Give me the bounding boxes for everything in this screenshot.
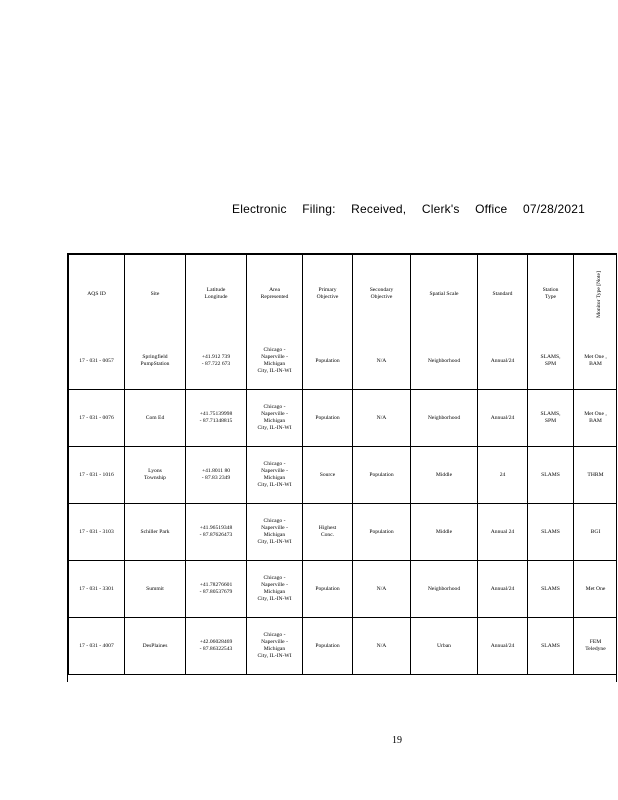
monitoring-sites-table xyxy=(67,253,617,682)
cell-aqs-id: 17 - 031 - 3301 xyxy=(69,561,125,618)
cell-area: Chicago - Naperville - Michigan City, IL-IN-WI xyxy=(247,333,303,390)
table-row xyxy=(69,390,618,447)
cell-spatial-scale: Neighborhood xyxy=(411,561,478,618)
header-primary-objective: Primary Objective xyxy=(303,255,353,334)
table-row xyxy=(69,447,618,504)
cell-latlong: +42.06028469 - 87.86322543 xyxy=(186,618,247,675)
table-header-row xyxy=(69,255,618,334)
cell-monitor-type: BGI xyxy=(574,504,618,561)
cell-primary-objective: Population xyxy=(303,561,353,618)
cell-site: Schiller Park xyxy=(125,504,186,561)
cell-latlong: +41.912 739 - 87.722 673 xyxy=(186,333,247,390)
table-row xyxy=(69,333,618,390)
header-latlong: Latitude Longitude xyxy=(186,255,247,334)
header-station-type: Station Type xyxy=(528,255,574,334)
cell-primary-objective: Source xyxy=(303,447,353,504)
cell-site: Springfield PumpStation xyxy=(125,333,186,390)
cell-station-type: SLAMS, SPM xyxy=(528,333,574,390)
cell-latlong: +41.75139998 - 87.71348815 xyxy=(186,390,247,447)
cell-secondary-objective: Population xyxy=(353,447,411,504)
cell-aqs-id: 17 - 031 - 4007 xyxy=(69,618,125,675)
cell-monitor-type: Met One , BAM xyxy=(574,333,618,390)
page-number: 19 xyxy=(392,735,402,746)
cell-area: Chicago - Naperville - Michigan City, IL-IN-WI xyxy=(247,618,303,675)
cell-standard: Annual/24 xyxy=(478,333,528,390)
cell-latlong: +41.8011 80 - 87.83 2349 xyxy=(186,447,247,504)
cell-aqs-id: 17 - 031 - 0076 xyxy=(69,390,125,447)
cell-latlong: +41.96519348 - 87.87626473 xyxy=(186,504,247,561)
cell-area: Chicago - Naperville - Michigan City, IL-IN-WI xyxy=(247,504,303,561)
cell-spatial-scale: Neighborhood xyxy=(411,333,478,390)
cell-area: Chicago - Naperville - Michigan City, IL-IN-WI xyxy=(247,561,303,618)
cell-standard: Annual/24 xyxy=(478,618,528,675)
cell-primary-objective: Population xyxy=(303,333,353,390)
table-row xyxy=(69,561,618,618)
cell-secondary-objective: Population xyxy=(353,504,411,561)
cell-secondary-objective: N/A xyxy=(353,561,411,618)
cell-secondary-objective: N/A xyxy=(353,333,411,390)
cell-primary-objective: Population xyxy=(303,618,353,675)
electronic-filing-stamp: Electronic Filing: Received, Clerk's Office 07/28/2021 xyxy=(232,202,586,216)
table-row xyxy=(69,504,618,561)
cell-secondary-objective: N/A xyxy=(353,618,411,675)
cell-standard: Annual/24 xyxy=(478,561,528,618)
cell-station-type: SLAMS xyxy=(528,618,574,675)
cell-station-type: SLAMS, SPM xyxy=(528,390,574,447)
cell-spatial-scale: Middle xyxy=(411,504,478,561)
cell-secondary-objective: N/A xyxy=(353,390,411,447)
cell-area: Chicago - Naperville - Michigan City, IL-IN-WI xyxy=(247,390,303,447)
header-area: Area Represented xyxy=(247,255,303,334)
cell-site: Com Ed xyxy=(125,390,186,447)
table-row xyxy=(69,618,618,675)
cell-monitor-type: FEM Teledyne xyxy=(574,618,618,675)
cell-site: Lyons Township xyxy=(125,447,186,504)
header-secondary-objective: Secondary Objective xyxy=(353,255,411,334)
cell-station-type: SLAMS xyxy=(528,561,574,618)
header-aqs-id: AQS ID xyxy=(69,255,125,334)
header-monitor-type: Monitor Type [Note] xyxy=(574,255,618,334)
cell-latlong: +41.78276601 - 87.80537679 xyxy=(186,561,247,618)
cell-primary-objective: Highest Conc. xyxy=(303,504,353,561)
cell-monitor-type: THRM xyxy=(574,447,618,504)
cell-station-type: SLAMS xyxy=(528,447,574,504)
cell-primary-objective: Population xyxy=(303,390,353,447)
cell-standard: 24 xyxy=(478,447,528,504)
header-site: Site xyxy=(125,255,186,334)
cell-standard: Annual 24 xyxy=(478,504,528,561)
cell-site: Summit xyxy=(125,561,186,618)
cell-aqs-id: 17 - 031 - 1016 xyxy=(69,447,125,504)
cell-aqs-id: 17 - 031 - 3103 xyxy=(69,504,125,561)
cell-station-type: SLAMS xyxy=(528,504,574,561)
cell-area: Chicago - Naperville - Michigan City, IL-IN-WI xyxy=(247,447,303,504)
cell-spatial-scale: Neighborhood xyxy=(411,390,478,447)
cell-aqs-id: 17 - 031 - 0057 xyxy=(69,333,125,390)
cell-spatial-scale: Middle xyxy=(411,447,478,504)
cell-site: DesPlaines xyxy=(125,618,186,675)
header-spatial-scale: Spatial Scale xyxy=(411,255,478,334)
header-standard: Standard xyxy=(478,255,528,334)
cell-standard: Annual/24 xyxy=(478,390,528,447)
cell-monitor-type: Met One xyxy=(574,561,618,618)
cell-spatial-scale: Urban xyxy=(411,618,478,675)
cell-monitor-type: Met One , BAM xyxy=(574,390,618,447)
